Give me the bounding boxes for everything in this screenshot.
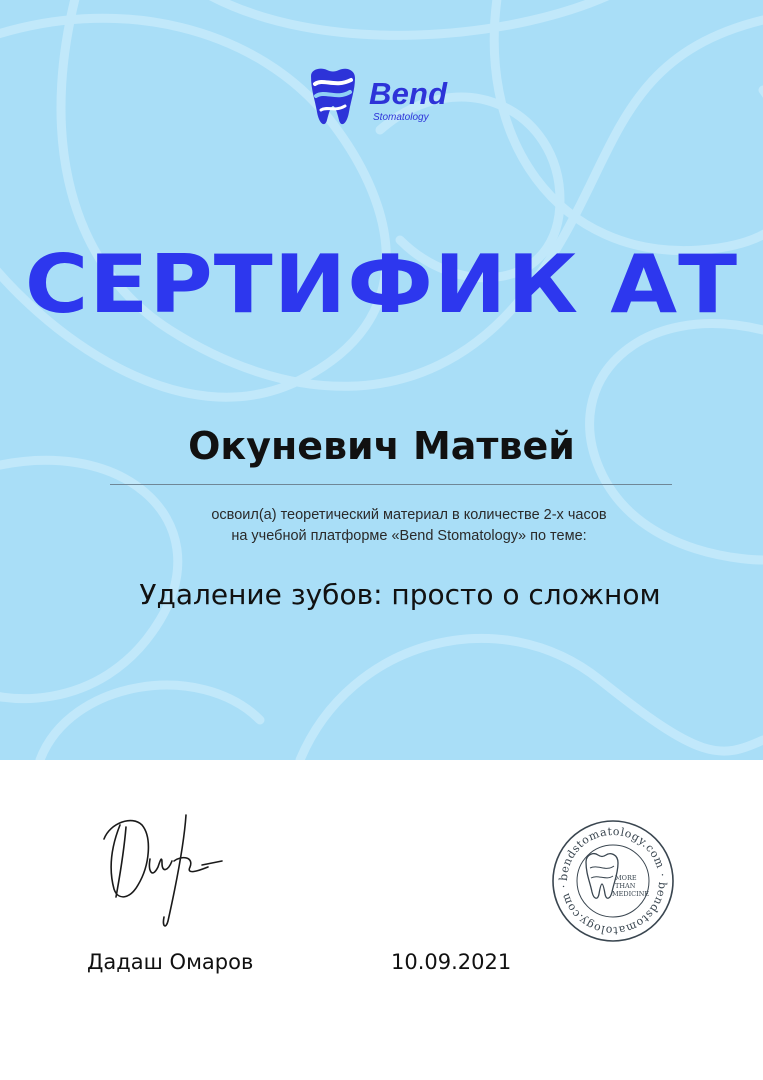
- stamp-center-line-3: MEDICINE: [612, 890, 650, 898]
- statement-line-2: на учебной платформе «Bend Stomatology» по теме:: [231, 528, 587, 544]
- bend-logo: [305, 66, 465, 130]
- course-topic: Удаление зубов: просто о сложном: [139, 578, 661, 611]
- handwritten-signature: [90, 805, 240, 935]
- issue-date: 10.09.2021: [391, 950, 512, 974]
- name-underline: [110, 484, 672, 485]
- company-stamp: [550, 818, 676, 944]
- stamp-ring-text: bendstomatology.com · bendstomatology.com ·: [556, 824, 670, 938]
- stamp-center-line-2: THAN: [615, 882, 636, 890]
- brand-subtitle: Stomatology: [373, 112, 429, 123]
- svg-text:bendstomatology.com · bendstom: [557, 825, 669, 937]
- brand-name: Bend: [369, 76, 448, 111]
- signer-name: Дадаш Омаров: [87, 950, 254, 974]
- stamp-center-line-1: MORE: [615, 874, 637, 882]
- certificate-title: СЕРТИФИК АТ: [24, 238, 739, 331]
- recipient-name: Окуневич Матвей: [188, 424, 575, 468]
- statement-line-1: освоил(а) теоретический материал в количестве 2-х часов: [211, 507, 607, 523]
- completion-statement: [0, 505, 763, 547]
- tooth-logo-icon: [305, 66, 361, 130]
